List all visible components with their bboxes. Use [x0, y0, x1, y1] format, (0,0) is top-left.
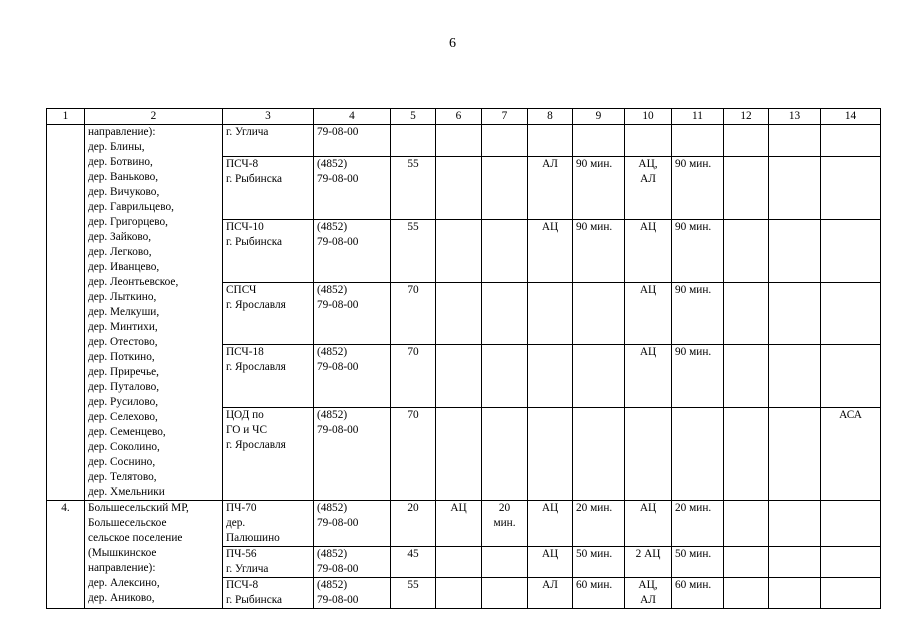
phone-cell: (4852) 79-08-00	[314, 220, 391, 283]
unit-cell: ПЧ-70 дер. Палюшино	[223, 501, 314, 547]
time-cell: 90 мин.	[573, 220, 625, 283]
time-cell: 20 мин.	[573, 501, 625, 547]
phone-cell: (4852) 79-08-00	[314, 157, 391, 220]
col-header: 12	[724, 109, 769, 125]
vehicle-cell: АЦ	[625, 220, 672, 283]
vehicle-cell: АЛ	[528, 157, 573, 220]
distance-cell: 70	[391, 345, 436, 408]
col-header: 14	[821, 109, 881, 125]
vehicle-cell: АЦ	[625, 345, 672, 408]
phone-cell: (4852) 79-08-00	[314, 345, 391, 408]
distance-cell: 45	[391, 547, 436, 578]
table-row	[47, 501, 881, 547]
time-cell: 50 мин.	[573, 547, 625, 578]
header-row	[47, 109, 881, 125]
col-header: 3	[223, 109, 314, 125]
time-cell: 20 мин.	[672, 501, 724, 547]
col-header: 9	[573, 109, 625, 125]
time-cell: 60 мин.	[672, 578, 724, 609]
unit-cell: ЦОД по ГО и ЧС г. Ярославля	[223, 407, 314, 500]
vehicle-cell: АЦ	[436, 501, 482, 547]
vehicle-cell: АЦ, АЛ	[625, 157, 672, 220]
vehicle-cell: АСА	[821, 407, 881, 500]
distance-cell: 55	[391, 578, 436, 609]
vehicle-cell: АЦ, АЛ	[625, 578, 672, 609]
distance-cell: 70	[391, 407, 436, 500]
time-cell: 50 мин.	[672, 547, 724, 578]
page-number: 6	[449, 36, 456, 51]
col-header: 2	[85, 109, 223, 125]
vehicle-cell: АЛ	[528, 578, 573, 609]
col-header: 4	[314, 109, 391, 125]
phone-cell: (4852) 79-08-00	[314, 547, 391, 578]
unit-cell: ПЧ-56 г. Углича	[223, 547, 314, 578]
phone-cell: (4852) 79-08-00	[314, 578, 391, 609]
unit-cell: г. Углича	[223, 125, 314, 157]
row-number-cell: 4.	[47, 501, 85, 609]
col-header: 13	[769, 109, 821, 125]
unit-cell: ПСЧ-8 г. Рыбинска	[223, 157, 314, 220]
distance-cell: 55	[391, 220, 436, 283]
col-header: 11	[672, 109, 724, 125]
phone-cell: (4852) 79-08-00	[314, 407, 391, 500]
col-header: 5	[391, 109, 436, 125]
distance-cell: 55	[391, 157, 436, 220]
row-number-cell	[47, 125, 85, 501]
vehicle-cell: АЦ	[625, 501, 672, 547]
col-header: 6	[436, 109, 482, 125]
unit-cell: ПСЧ-8 г. Рыбинска	[223, 578, 314, 609]
phone-cell: (4852) 79-08-00	[314, 501, 391, 547]
settlement-list-cell: направление): дер. Блины, дер. Ботвино, дер. Ваньково, дер. Вичуково, дер. Гаврильцево, дер. Григорцево, дер. Зайково, дер. Легково, дер. Иванцево, дер. Леонтьевское, дер. Лыткино, дер. Мелкуши, дер. Минтихи, дер. Отестово, дер. Поткино, дер. Приречье, дер. Путалово, дер. Русилово, дер. Селехово, дер. Семенцево, дер. Соколино, дер. Соснино, дер. Телятово, дер. Хмельники	[85, 125, 223, 501]
time-cell: 90 мин.	[672, 282, 724, 345]
unit-cell: ПСЧ-10 г. Рыбинска	[223, 220, 314, 283]
vehicle-cell: АЦ	[528, 501, 573, 547]
vehicle-cell: АЦ	[528, 220, 573, 283]
vehicle-cell: АЦ	[625, 282, 672, 345]
fire-response-table	[46, 108, 881, 609]
time-cell: 90 мин.	[672, 157, 724, 220]
time-cell: 20 мин.	[482, 501, 528, 547]
settlement-list-cell: Большесельский МР, Большесельское сельское поселение (Мышкинское направление): дер. Алексино, дер. Аниково,	[85, 501, 223, 609]
col-header: 7	[482, 109, 528, 125]
phone-cell: (4852) 79-08-00	[314, 282, 391, 345]
col-header: 8	[528, 109, 573, 125]
time-cell: 90 мин.	[573, 157, 625, 220]
col-header: 1	[47, 109, 85, 125]
unit-cell: ПСЧ-18 г. Ярославля	[223, 345, 314, 408]
time-cell: 60 мин.	[573, 578, 625, 609]
time-cell: 90 мин.	[672, 345, 724, 408]
vehicle-cell: АЦ	[528, 547, 573, 578]
unit-cell: СПСЧ г. Ярославля	[223, 282, 314, 345]
vehicle-cell: 2 АЦ	[625, 547, 672, 578]
phone-cell: 79-08-00	[314, 125, 391, 157]
table-row	[47, 125, 881, 157]
col-header: 10	[625, 109, 672, 125]
distance-cell: 20	[391, 501, 436, 547]
time-cell: 90 мин.	[672, 220, 724, 283]
distance-cell: 70	[391, 282, 436, 345]
